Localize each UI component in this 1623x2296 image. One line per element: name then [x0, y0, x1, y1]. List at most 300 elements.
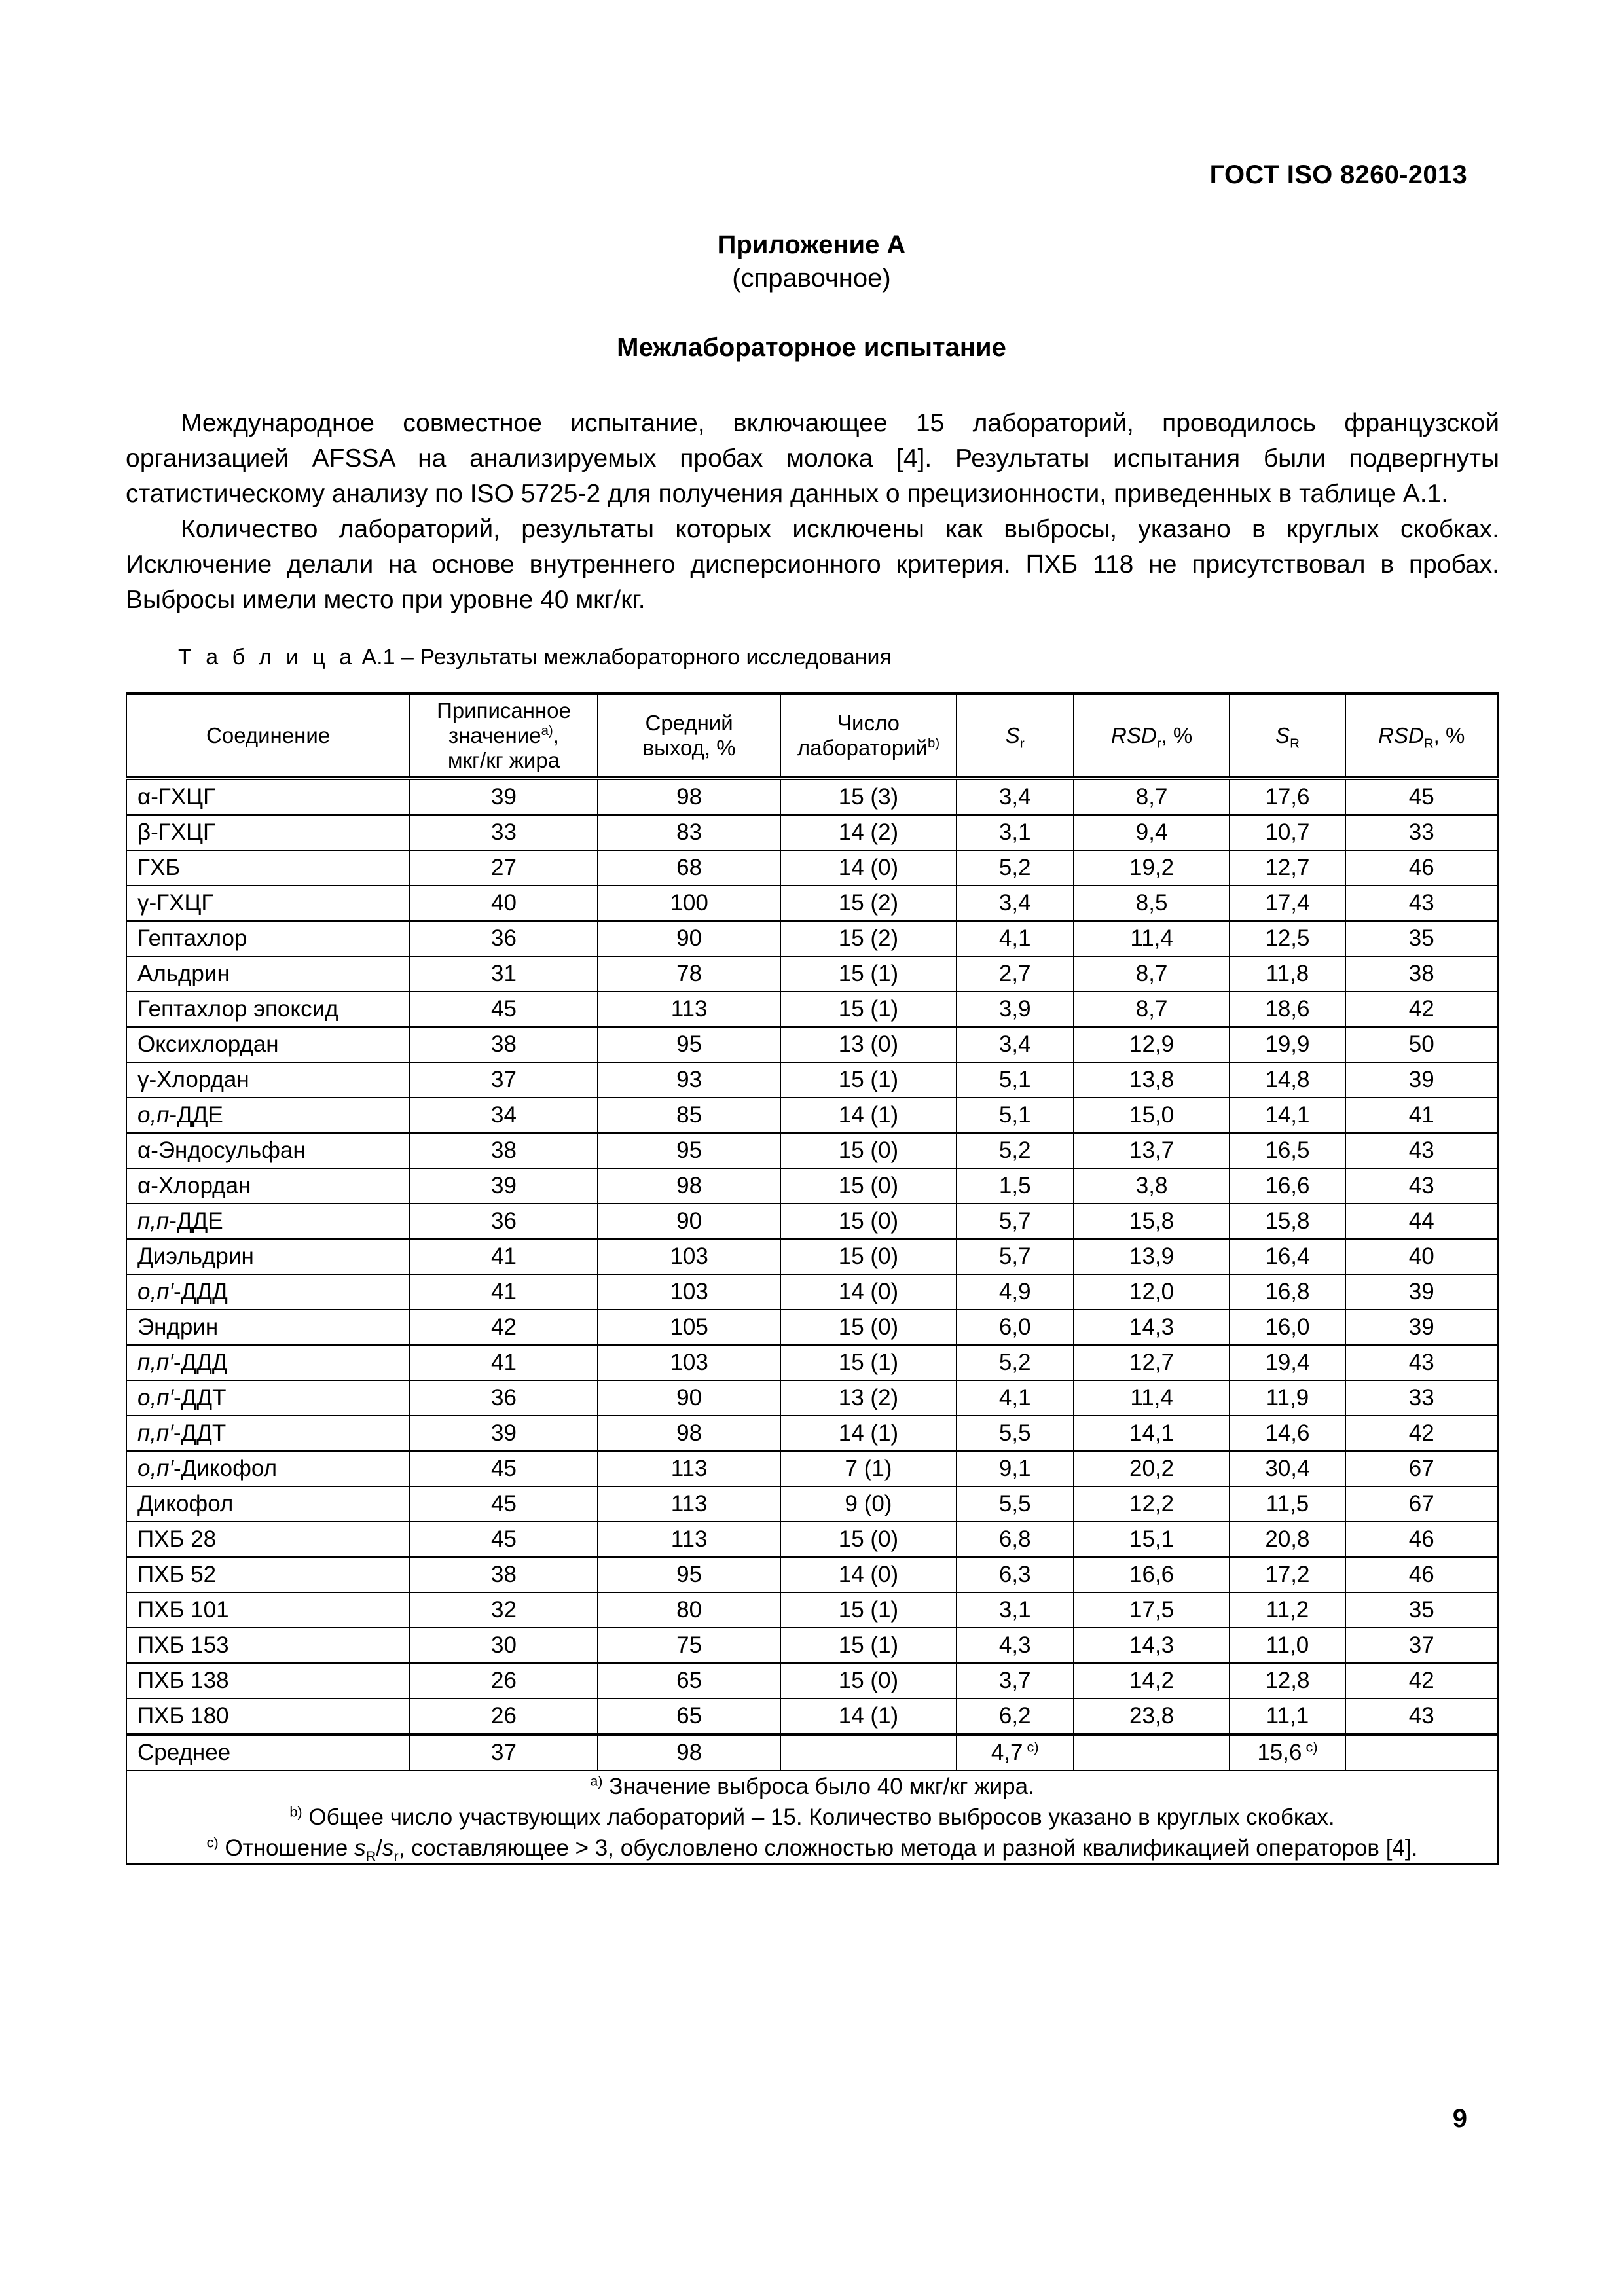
cell-assigned-value: 38 [410, 1133, 598, 1168]
cell-sR: 16,8 [1230, 1274, 1345, 1310]
cell-sr: 3,9 [957, 992, 1074, 1027]
cell-rsdR: 42 [1345, 992, 1499, 1027]
cell-rsdR: 35 [1345, 1592, 1499, 1628]
cell-sr: 6,2 [957, 1698, 1074, 1734]
cell-lab-count: 14 (1) [780, 1098, 956, 1133]
cell-rsdr: 13,9 [1074, 1239, 1230, 1274]
cell-mean-recovery: 103 [598, 1239, 781, 1274]
header-rsdR-subscript: R [1423, 736, 1434, 751]
table-footnotes [126, 1770, 1498, 1864]
cell-assigned-value: 45 [410, 1486, 598, 1522]
cell-rsdr: 3,8 [1074, 1168, 1230, 1204]
paragraph-intro: Международное совместное испытание, включающее 15 лабораторий, проводилось французской организацией AFSSA на анализируемых пробах молока [4]. Результаты испытания были подвергнуты статистическому анализу по ISO 5725-2 для получения данных о прецизионности, приведенных в таблице А.1. [126, 409, 1499, 508]
cell-lab-count: 15 (1) [780, 1628, 956, 1663]
cell-mean-lab-count [780, 1734, 956, 1770]
table-header-row [126, 694, 1498, 779]
cell-rsdr: 8,7 [1074, 778, 1230, 815]
cell-sR: 14,6 [1230, 1416, 1345, 1451]
cell-compound-name: п,п′-ДДТ [126, 1416, 410, 1451]
cell-rsdr: 14,3 [1074, 1310, 1230, 1345]
footnote-marker-b-header: b) [927, 736, 940, 751]
cell-sR: 10,7 [1230, 815, 1345, 850]
cell-assigned-value: 41 [410, 1345, 598, 1380]
cell-sR: 17,2 [1230, 1557, 1345, 1592]
cell-compound-name: о,п′-Дикофол [126, 1451, 410, 1486]
cell-rsdR: 40 [1345, 1239, 1499, 1274]
cell-compound-name: α-Эндосульфан [126, 1133, 410, 1168]
cell-rsdR: 38 [1345, 956, 1499, 992]
cell-sR: 12,8 [1230, 1663, 1345, 1698]
cell-assigned-value: 39 [410, 778, 598, 815]
cell-rsdr: 14,1 [1074, 1416, 1230, 1451]
table-caption-text: Результаты межлабораторного исследования [420, 645, 892, 670]
cell-lab-count: 14 (0) [780, 850, 956, 886]
cell-lab-count: 15 (1) [780, 1345, 956, 1380]
table-head [126, 694, 1498, 779]
cell-mean-recovery: 68 [598, 850, 781, 886]
cell-assigned-value: 36 [410, 1380, 598, 1416]
cell-mean-sr: 4,7 $^{c)}$ [957, 1734, 1074, 1770]
cell-lab-count: 14 (1) [780, 1416, 956, 1451]
cell-lab-count: 15 (1) [780, 956, 956, 992]
cell-rsdr: 11,4 [1074, 921, 1230, 956]
cell-sR: 17,4 [1230, 886, 1345, 921]
cell-compound-name: Дикофол [126, 1486, 410, 1522]
header-labs-line2: лабораторий [797, 736, 928, 760]
header-mean-recovery [598, 694, 781, 779]
cell-rsdR: 43 [1345, 1345, 1499, 1380]
cell-compound-name: β-ГХЦГ [126, 815, 410, 850]
table-row [126, 1027, 1498, 1062]
cell-rsdR: 39 [1345, 1062, 1499, 1098]
cell-compound-name: о,п′-ДДТ [126, 1380, 410, 1416]
table-row [126, 1451, 1498, 1486]
cell-sr: 4,3 [957, 1628, 1074, 1663]
cell-lab-count: 15 (0) [780, 1310, 956, 1345]
cell-mean-recovery: 113 [598, 1451, 781, 1486]
cell-rsdr: 8,7 [1074, 992, 1230, 1027]
cell-assigned-value: 40 [410, 886, 598, 921]
footnote-marker-a-header: a) [541, 723, 553, 738]
cell-mean-recovery: 98 [598, 1734, 781, 1770]
cell-mean-recovery: 75 [598, 1628, 781, 1663]
cell-sR: 17,6 [1230, 778, 1345, 815]
cell-compound-name: ПХБ 101 [126, 1592, 410, 1628]
results-table [126, 692, 1499, 1865]
cell-lab-count: 15 (0) [780, 1133, 956, 1168]
footnote-c-sR-subscript: R [365, 1848, 376, 1864]
cell-assigned-value: 27 [410, 850, 598, 886]
footnote-c-sr-subscript: r [393, 1848, 399, 1864]
cell-rsdR: 43 [1345, 886, 1499, 921]
cell-sR: 16,4 [1230, 1239, 1345, 1274]
cell-mean-rsdr [1074, 1734, 1230, 1770]
header-sr [957, 694, 1074, 779]
cell-compound-name: п,п-ДДЕ [126, 1204, 410, 1239]
header-sR [1230, 694, 1345, 779]
cell-rsdR: 50 [1345, 1027, 1499, 1062]
cell-mean-assigned-value: 37 [410, 1734, 598, 1770]
header-compound: Соединение [126, 694, 410, 779]
table-row [126, 1416, 1498, 1451]
table-row [126, 921, 1498, 956]
cell-assigned-value: 26 [410, 1663, 598, 1698]
cell-sr: 6,0 [957, 1310, 1074, 1345]
footnote-c-sr-symbol: s [382, 1835, 394, 1861]
cell-rsdR: 42 [1345, 1663, 1499, 1698]
cell-rsdR: 39 [1345, 1274, 1499, 1310]
cell-sr: 4,1 [957, 1380, 1074, 1416]
table-row [126, 1133, 1498, 1168]
table-row [126, 1557, 1498, 1592]
cell-rsdr: 8,7 [1074, 956, 1230, 992]
cell-sr: 5,1 [957, 1098, 1074, 1133]
cell-sr: 2,7 [957, 956, 1074, 992]
compound-stereo-prefix: п,п [137, 1208, 170, 1234]
cell-rsdr: 16,6 [1074, 1557, 1230, 1592]
cell-mean-recovery: 113 [598, 1522, 781, 1557]
table-row [126, 1592, 1498, 1628]
table-body [126, 778, 1498, 1864]
cell-sR: 11,5 [1230, 1486, 1345, 1522]
cell-assigned-value: 42 [410, 1310, 598, 1345]
cell-mean-rsdR [1345, 1734, 1499, 1770]
footnote-marker-b: b) [289, 1803, 302, 1820]
table-row [126, 778, 1498, 815]
table-caption-dash: – [401, 645, 414, 670]
table-row [126, 1310, 1498, 1345]
cell-compound-name: ПХБ 28 [126, 1522, 410, 1557]
cell-compound-name: Гептахлор эпоксид [126, 992, 410, 1027]
table-row [126, 992, 1498, 1027]
cell-compound-name: ПХБ 138 [126, 1663, 410, 1698]
header-recovery-line2: выход, % [642, 736, 736, 760]
cell-lab-count: 14 (0) [780, 1557, 956, 1592]
cell-compound-name: α-Хлордан [126, 1168, 410, 1204]
header-assigned-line2: значение [448, 723, 541, 747]
cell-sR: 12,7 [1230, 850, 1345, 886]
cell-rsdR: 39 [1345, 1310, 1499, 1345]
footnote-marker-a: a) [590, 1772, 603, 1789]
cell-lab-count: 15 (1) [780, 1592, 956, 1628]
cell-lab-count: 15 (0) [780, 1239, 956, 1274]
table-caption [178, 645, 892, 670]
cell-assigned-value: 39 [410, 1168, 598, 1204]
cell-sr: 3,1 [957, 815, 1074, 850]
cell-sR: 14,1 [1230, 1098, 1345, 1133]
header-assigned-line3: мкг/кг жира [447, 748, 560, 772]
header-sr-subscript: r [1019, 736, 1025, 751]
table-row [126, 1345, 1498, 1380]
footnote-marker-c: c) [1023, 1738, 1039, 1755]
cell-rsdr: 11,4 [1074, 1380, 1230, 1416]
document-standard-id: ГОСТ ISO 8260-2013 [1209, 160, 1467, 189]
cell-compound-name: ПХБ 153 [126, 1628, 410, 1663]
cell-sr: 3,4 [957, 886, 1074, 921]
cell-sR: 20,8 [1230, 1522, 1345, 1557]
footnote-marker-c: c) [1302, 1738, 1318, 1755]
cell-mean-recovery: 65 [598, 1698, 781, 1734]
cell-lab-count: 15 (2) [780, 886, 956, 921]
header-rsdR [1345, 694, 1499, 779]
body-text-block [126, 406, 1499, 618]
cell-lab-count: 15 (0) [780, 1663, 956, 1698]
table-row [126, 1663, 1498, 1698]
cell-rsdR: 43 [1345, 1168, 1499, 1204]
cell-sR: 19,4 [1230, 1345, 1345, 1380]
cell-mean-recovery: 83 [598, 815, 781, 850]
footnote-c-line: $^{c)}$ Отношение $s_R/s_r$, составляющее > 3, обусловлено сложностью метода и разной квалификацией операторов [4]. [206, 1834, 1418, 1864]
cell-rsdR: 44 [1345, 1204, 1499, 1239]
cell-rsdR: 67 [1345, 1451, 1499, 1486]
cell-rsdr: 15,8 [1074, 1204, 1230, 1239]
table-row [126, 815, 1498, 850]
cell-assigned-value: 34 [410, 1098, 598, 1133]
cell-rsdr: 19,2 [1074, 850, 1230, 886]
cell-mean-recovery: 113 [598, 1486, 781, 1522]
table-row [126, 1628, 1498, 1663]
cell-assigned-value: 36 [410, 921, 598, 956]
cell-sr: 4,9 [957, 1274, 1074, 1310]
cell-sR: 11,0 [1230, 1628, 1345, 1663]
cell-lab-count: 13 (0) [780, 1027, 956, 1062]
cell-mean-recovery: 90 [598, 1204, 781, 1239]
cell-mean-recovery: 80 [598, 1592, 781, 1628]
cell-sr: 5,5 [957, 1416, 1074, 1451]
cell-rsdR: 37 [1345, 1628, 1499, 1663]
cell-sR: 11,1 [1230, 1698, 1345, 1734]
table-row [126, 1239, 1498, 1274]
cell-mean-recovery: 85 [598, 1098, 781, 1133]
cell-assigned-value: 38 [410, 1557, 598, 1592]
cell-rsdR: 42 [1345, 1416, 1499, 1451]
cell-assigned-value: 30 [410, 1628, 598, 1663]
cell-compound-name: γ-Хлордан [126, 1062, 410, 1098]
cell-lab-count: 15 (1) [780, 992, 956, 1027]
cell-compound-name: ПХБ 180 [126, 1698, 410, 1734]
cell-mean-recovery: 103 [598, 1274, 781, 1310]
cell-sr: 3,1 [957, 1592, 1074, 1628]
annex-title: Приложение А [717, 230, 906, 259]
header-rsdr-symbol: RSD [1111, 723, 1157, 747]
cell-rsdR: 33 [1345, 815, 1499, 850]
cell-assigned-value: 41 [410, 1274, 598, 1310]
cell-lab-count: 14 (1) [780, 1698, 956, 1734]
cell-sR: 11,9 [1230, 1380, 1345, 1416]
cell-sr: 5,2 [957, 850, 1074, 886]
table-row [126, 850, 1498, 886]
cell-rsdr: 15,0 [1074, 1098, 1230, 1133]
cell-rsdR: 45 [1345, 778, 1499, 815]
cell-compound-name: Оксихлордан [126, 1027, 410, 1062]
cell-rsdr: 13,8 [1074, 1062, 1230, 1098]
header-assigned-line1: Приписанное [437, 698, 571, 723]
cell-assigned-value: 37 [410, 1062, 598, 1098]
cell-lab-count: 15 (0) [780, 1204, 956, 1239]
cell-mean-recovery: 113 [598, 992, 781, 1027]
cell-sR: 11,8 [1230, 956, 1345, 992]
cell-sR: 11,2 [1230, 1592, 1345, 1628]
results-table-wrapper [126, 692, 1499, 1865]
cell-compound-name: Диэльдрин [126, 1239, 410, 1274]
footnote-a-line: $^{a)}$ Значение выброса было 40 мкг/кг жира. [590, 1772, 1034, 1799]
header-rsdR-percent: , % [1433, 723, 1465, 747]
table-caption-number: А.1 [361, 645, 395, 670]
cell-mean-recovery: 95 [598, 1027, 781, 1062]
paragraph-outliers: Количество лабораторий, результаты которых исключены как выбросы, указано в круглых скобках. Исключение делали на основе внутреннего дисперсионного критерия. ПХБ 118 не присутствовал в пробах. Выбросы имели место при уровне 40 мкг/кг. [126, 515, 1499, 614]
cell-rsdR: 33 [1345, 1380, 1499, 1416]
cell-sr: 1,5 [957, 1168, 1074, 1204]
table-row [126, 1168, 1498, 1204]
cell-sr: 5,1 [957, 1062, 1074, 1098]
cell-sR: 12,5 [1230, 921, 1345, 956]
cell-lab-count: 14 (0) [780, 1274, 956, 1310]
table-row [126, 1062, 1498, 1098]
cell-mean-recovery: 65 [598, 1663, 781, 1698]
cell-assigned-value: 31 [410, 956, 598, 992]
cell-sr: 5,7 [957, 1239, 1074, 1274]
cell-sr: 6,3 [957, 1557, 1074, 1592]
cell-rsdr: 12,7 [1074, 1345, 1230, 1380]
cell-rsdR: 46 [1345, 1557, 1499, 1592]
table-row [126, 1486, 1498, 1522]
cell-rsdr: 8,5 [1074, 886, 1230, 921]
cell-mean-recovery: 95 [598, 1133, 781, 1168]
table-caption-label: Т а б л и ц а [178, 645, 356, 670]
annex-heading-block [126, 229, 1497, 363]
cell-assigned-value: 26 [410, 1698, 598, 1734]
header-lab-count [780, 694, 956, 779]
cell-mean-recovery: 105 [598, 1310, 781, 1345]
cell-mean-label: Среднее [126, 1734, 410, 1770]
cell-rsdR: 41 [1345, 1098, 1499, 1133]
cell-rsdr: 14,2 [1074, 1663, 1230, 1698]
header-recovery-line1: Средний [645, 711, 733, 735]
cell-lab-count: 15 (0) [780, 1522, 956, 1557]
cell-rsdR: 67 [1345, 1486, 1499, 1522]
compound-stereo-prefix: о,п [137, 1102, 170, 1128]
cell-mean-recovery: 78 [598, 956, 781, 992]
cell-sr: 3,4 [957, 778, 1074, 815]
cell-mean-recovery: 93 [598, 1062, 781, 1098]
cell-sr: 4,1 [957, 921, 1074, 956]
cell-mean-recovery: 98 [598, 1416, 781, 1451]
cell-rsdr: 23,8 [1074, 1698, 1230, 1734]
compound-stereo-prefix: п,п′ [137, 1420, 173, 1446]
cell-sR: 18,6 [1230, 992, 1345, 1027]
cell-assigned-value: 32 [410, 1592, 598, 1628]
compound-stereo-prefix: о,п′ [137, 1385, 174, 1410]
cell-mean-recovery: 98 [598, 1168, 781, 1204]
cell-lab-count: 15 (1) [780, 1062, 956, 1098]
cell-sr: 5,2 [957, 1345, 1074, 1380]
cell-lab-count: 15 (2) [780, 921, 956, 956]
header-sR-subscript: R [1290, 736, 1300, 751]
table-row [126, 1380, 1498, 1416]
cell-compound-name: Альдрин [126, 956, 410, 992]
section-title: Межлабораторное испытание [617, 332, 1006, 362]
cell-mean-recovery: 95 [598, 1557, 781, 1592]
cell-compound-name: Гептахлор [126, 921, 410, 956]
cell-compound-name: п,п′-ДДД [126, 1345, 410, 1380]
cell-assigned-value: 39 [410, 1416, 598, 1451]
cell-sr: 5,2 [957, 1133, 1074, 1168]
cell-compound-name: Эндрин [126, 1310, 410, 1345]
cell-lab-count: 9 (0) [780, 1486, 956, 1522]
cell-rsdr: 12,2 [1074, 1486, 1230, 1522]
cell-assigned-value: 45 [410, 992, 598, 1027]
table-row [126, 1698, 1498, 1734]
cell-mean-recovery: 90 [598, 1380, 781, 1416]
cell-sR: 19,9 [1230, 1027, 1345, 1062]
cell-assigned-value: 33 [410, 815, 598, 850]
header-rsdr [1074, 694, 1230, 779]
cell-rsdr: 15,1 [1074, 1522, 1230, 1557]
cell-sr: 9,1 [957, 1451, 1074, 1486]
cell-sR: 30,4 [1230, 1451, 1345, 1486]
cell-sR: 16,6 [1230, 1168, 1345, 1204]
header-rsdr-percent: , % [1161, 723, 1193, 747]
cell-assigned-value: 45 [410, 1522, 598, 1557]
cell-compound-name: о,п-ДДЕ [126, 1098, 410, 1133]
cell-rsdR: 35 [1345, 921, 1499, 956]
cell-rsdR: 43 [1345, 1698, 1499, 1734]
cell-lab-count: 13 (2) [780, 1380, 956, 1416]
header-labs-line1: Число [837, 711, 900, 735]
header-rsdr-subscript: r [1156, 736, 1161, 751]
cell-assigned-value: 41 [410, 1239, 598, 1274]
cell-sr: 5,7 [957, 1204, 1074, 1239]
cell-assigned-value: 45 [410, 1451, 598, 1486]
table-row [126, 1522, 1498, 1557]
cell-sR: 15,8 [1230, 1204, 1345, 1239]
cell-mean-recovery: 103 [598, 1345, 781, 1380]
cell-rsdR: 46 [1345, 1522, 1499, 1557]
cell-compound-name: ГХБ [126, 850, 410, 886]
cell-mean-recovery: 98 [598, 778, 781, 815]
table-row [126, 1204, 1498, 1239]
compound-stereo-prefix: о,п′ [137, 1279, 174, 1304]
header-sR-symbol: S [1275, 723, 1290, 747]
page-number: 9 [1452, 2104, 1467, 2133]
footnote-marker-c-note: c) [206, 1834, 219, 1851]
cell-assigned-value: 36 [410, 1204, 598, 1239]
cell-mean-recovery: 90 [598, 921, 781, 956]
compound-stereo-prefix: п,п′ [137, 1350, 173, 1375]
cell-rsdr: 14,3 [1074, 1628, 1230, 1663]
annex-subtitle: (справочное) [732, 263, 891, 293]
cell-sR: 16,5 [1230, 1133, 1345, 1168]
cell-sr: 6,8 [957, 1522, 1074, 1557]
header-rsdR-symbol: RSD [1378, 723, 1424, 747]
cell-compound-name: о,п′-ДДД [126, 1274, 410, 1310]
cell-compound-name: ПХБ 52 [126, 1557, 410, 1592]
cell-mean-recovery: 100 [598, 886, 781, 921]
cell-lab-count: 15 (0) [780, 1168, 956, 1204]
cell-rsdr: 17,5 [1074, 1592, 1230, 1628]
cell-sr: 5,5 [957, 1486, 1074, 1522]
cell-compound-name: α-ГХЦГ [126, 778, 410, 815]
table-row [126, 956, 1498, 992]
cell-rsdr: 20,2 [1074, 1451, 1230, 1486]
cell-sR: 14,8 [1230, 1062, 1345, 1098]
cell-compound-name: γ-ГХЦГ [126, 886, 410, 921]
table-row [126, 1274, 1498, 1310]
cell-rsdr: 9,4 [1074, 815, 1230, 850]
cell-rsdr: 13,7 [1074, 1133, 1230, 1168]
footnote-b-line: $^{b)}$ Общее число участвующих лабораторий – 15. Количество выбросов указано в круглых скобках. [289, 1803, 1335, 1830]
cell-assigned-value: 38 [410, 1027, 598, 1062]
